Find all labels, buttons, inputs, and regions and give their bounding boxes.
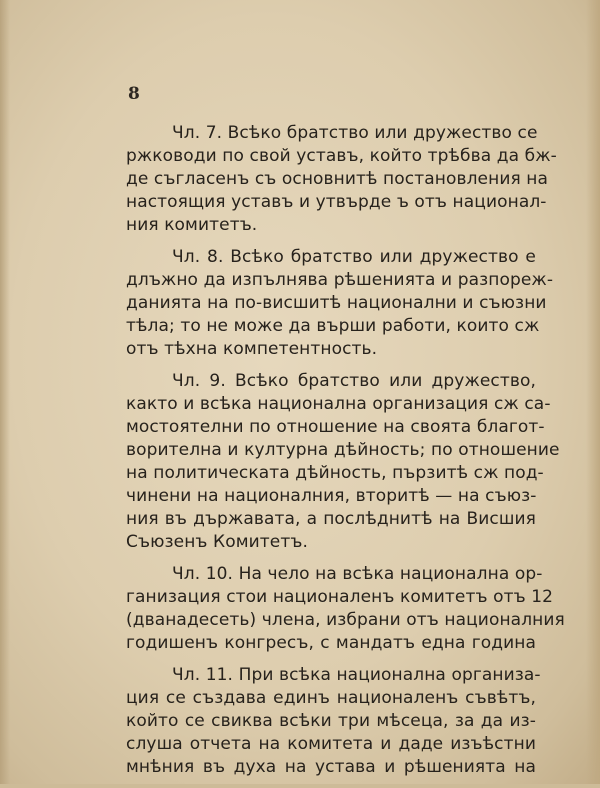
paragraph-article-8 — [126, 246, 554, 361]
text-line: ганизация стои националенъ комитетъ отъ 12 — [126, 587, 554, 607]
text-line: де съгласенъ съ основнитѣ постановления на — [126, 169, 549, 189]
text-line: настоящия уставъ и утвърде ъ отъ национал- — [126, 192, 547, 212]
text-line: чинени на националния, вторитѣ — на съюз- — [126, 486, 537, 506]
page-number: 8 — [128, 84, 140, 104]
text-line: отъ тѣхна компетентность. — [126, 339, 378, 359]
text-line: мнѣния въ духа на устава и рѣшенията на — [126, 757, 536, 777]
text-line: данията на по-висшитѣ национални и съюзни — [126, 293, 547, 313]
text-line: годишенъ конгресъ, с мандатъ една година — [126, 633, 536, 653]
text-line: слуша отчета на комитета и даде изъѣстни — [126, 734, 536, 754]
text-line: ция се създава единъ националенъ съвѣтъ, — [126, 688, 536, 708]
paragraph-article-10 — [126, 563, 565, 655]
text-line: ния комитетъ. — [126, 215, 258, 235]
page-edge-right — [586, 0, 600, 784]
paragraph-article-7 — [126, 122, 557, 237]
text-line: Чл. 10. На чело на всѣка национална ор- — [172, 564, 543, 584]
paragraph-article-11 — [126, 664, 541, 779]
text-line: Чл. 8. Всѣко братство или дружество е — [172, 247, 536, 267]
text-line: който се свиква всѣки три мѣсеца, за да из- — [126, 711, 536, 731]
text-line: на политическата дѣйность, пързитѣ сж под- — [126, 463, 544, 483]
text-line: длъжно да изпълнява рѣшенията и разпореж- — [126, 270, 554, 290]
paragraph-article-9 — [126, 370, 560, 554]
text-line: (дванадесеть) члена, избрани отъ националния — [126, 610, 565, 630]
text-line: Чл. 11. При всѣка национална организа- — [172, 665, 541, 685]
page-edge-left — [0, 0, 10, 784]
text-line: Съюзенъ Комитетъ. — [126, 532, 308, 552]
text-line: ржководи по свой уставъ, който трѣбва да бж- — [126, 146, 557, 166]
text-line: мостоятелни по отношение на своята благот- — [126, 417, 545, 437]
text-line: Чл. 9. Всѣко братство или дружество, — [172, 371, 536, 391]
text-line: тѣла; то не може да върши работи, които сж — [126, 316, 540, 336]
body-text — [126, 122, 565, 788]
text-line: както и всѣка национална организация сж са- — [126, 394, 551, 414]
text-line: Чл. 7. Всѣко братство или дружество се — [172, 123, 538, 143]
text-line: ворителна и културна дѣйность; по отношение — [126, 440, 560, 460]
text-line: ния въ държавата, а послѣднитѣ на Висшия — [126, 509, 536, 529]
